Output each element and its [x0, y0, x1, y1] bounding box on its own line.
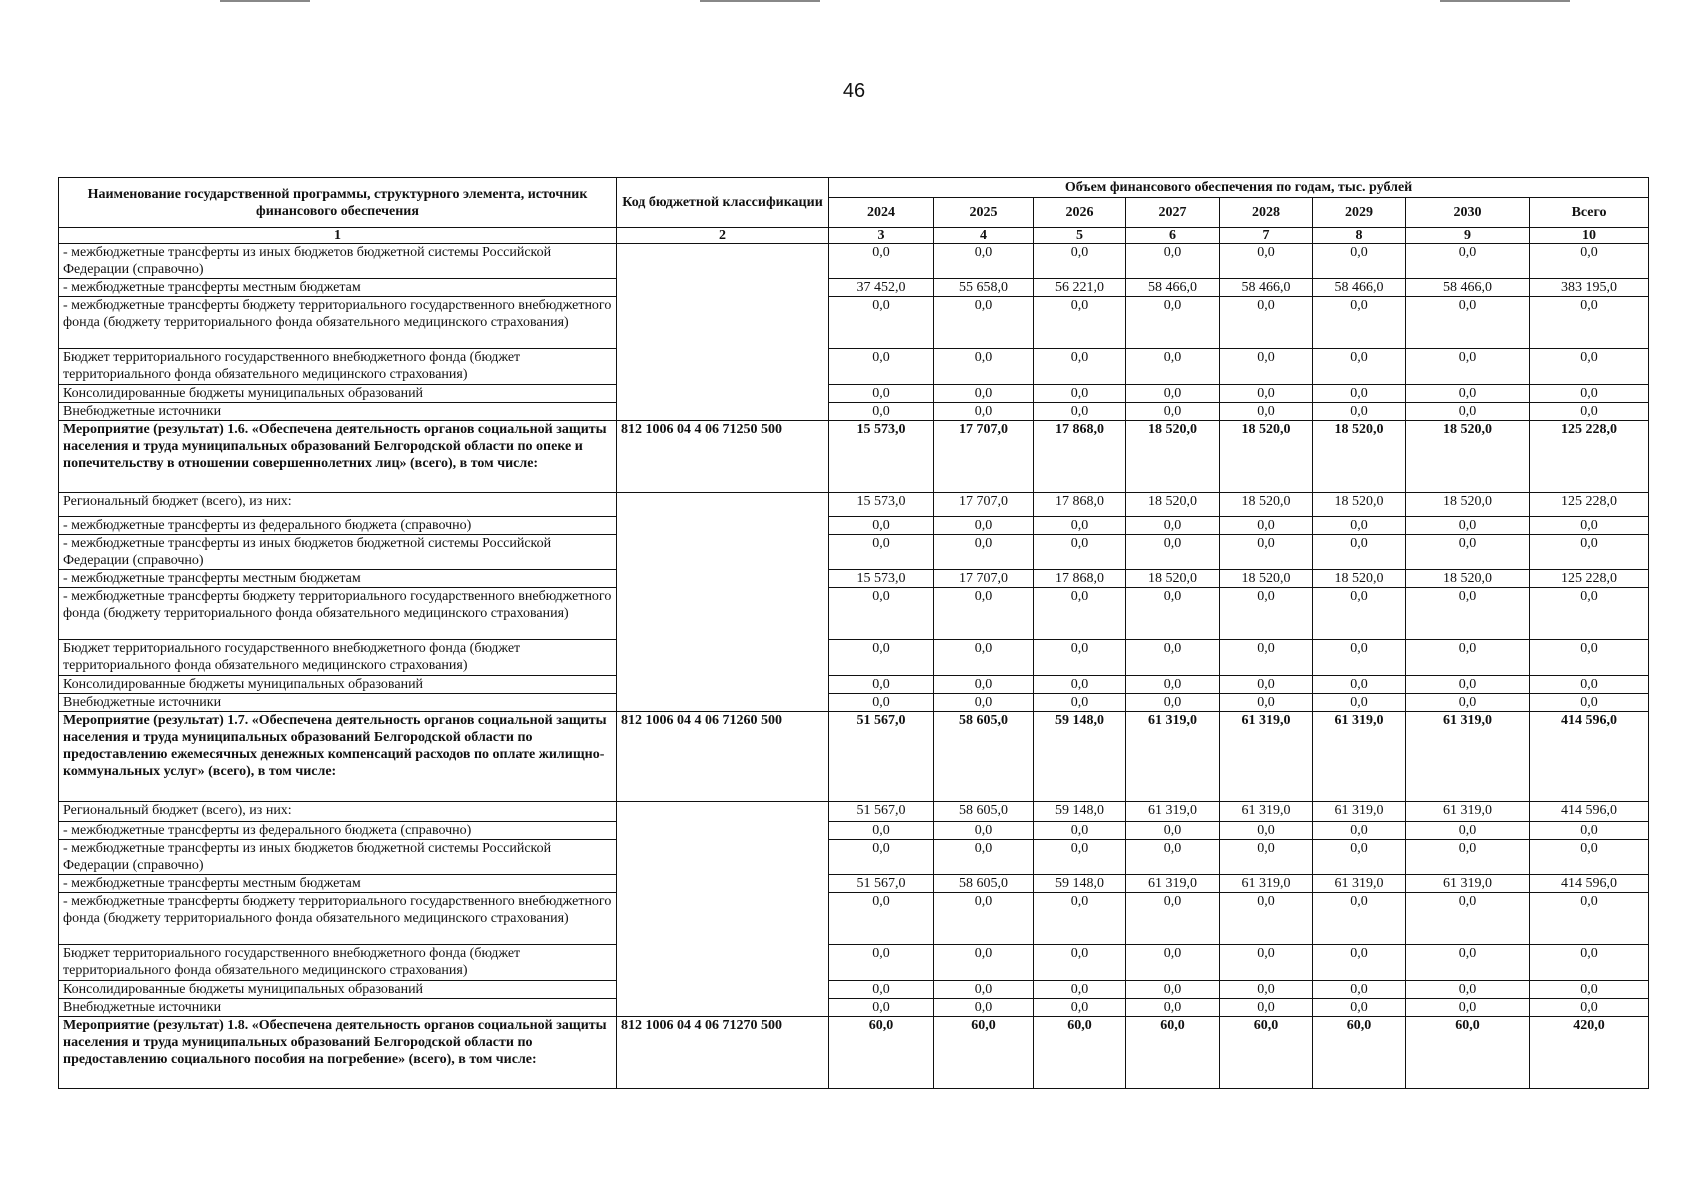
budget-code-empty: [617, 802, 829, 1017]
year-value: 0,0: [829, 640, 934, 676]
header-year: 2025: [934, 198, 1034, 228]
year-value: 0,0: [1034, 297, 1126, 349]
year-value: 0,0: [934, 822, 1034, 840]
year-value: 61 319,0: [1406, 712, 1530, 802]
column-index: 2: [617, 228, 829, 244]
year-value: 0,0: [1313, 244, 1406, 279]
year-value: 0,0: [1220, 981, 1313, 999]
header-year: 2026: [1034, 198, 1126, 228]
column-index: 6: [1126, 228, 1220, 244]
year-value: 15 573,0: [829, 570, 934, 588]
measure-row: [59, 712, 1649, 802]
year-value: 18 520,0: [1220, 570, 1313, 588]
column-index: 5: [1034, 228, 1126, 244]
row-total: 0,0: [1530, 349, 1649, 385]
year-value: 18 520,0: [1406, 570, 1530, 588]
year-value: 18 520,0: [1313, 570, 1406, 588]
row-name: Региональный бюджет (всего), из них:: [59, 802, 617, 822]
year-value: 0,0: [1034, 676, 1126, 694]
row-name: - межбюджетные трансферты из иных бюджетов бюджетной системы Российской Федерации (справочно): [59, 535, 617, 570]
header-code: Код бюджетной классификации: [617, 178, 829, 228]
year-value: 0,0: [1034, 694, 1126, 712]
year-value: 0,0: [1313, 694, 1406, 712]
year-value: 0,0: [829, 999, 934, 1017]
year-value: 0,0: [1406, 349, 1530, 385]
year-value: 0,0: [1126, 385, 1220, 403]
year-value: 61 319,0: [1220, 802, 1313, 822]
year-value: 0,0: [1220, 297, 1313, 349]
year-value: 58 605,0: [934, 875, 1034, 893]
year-value: 0,0: [1406, 822, 1530, 840]
year-value: 0,0: [1406, 893, 1530, 945]
table-row: [59, 694, 1649, 712]
row-name: Мероприятие (результат) 1.8. «Обеспечена деятельность органов социальной защиты населения и труда муниципальных образований Белгородской области по предоставлению социального пособия на погребение» (всего), в том числе:: [59, 1017, 617, 1089]
year-value: 61 319,0: [1406, 802, 1530, 822]
row-name: - межбюджетные трансферты местным бюджетам: [59, 875, 617, 893]
year-value: 51 567,0: [829, 875, 934, 893]
year-value: 61 319,0: [1126, 875, 1220, 893]
year-value: 0,0: [1126, 535, 1220, 570]
year-value: 0,0: [1126, 945, 1220, 981]
row-name: Бюджет территориального государственного внебюджетного фонда (бюджет территориального фонда обязательного медицинского страхования): [59, 349, 617, 385]
row-name: Бюджет территориального государственного внебюджетного фонда (бюджет территориального фонда обязательного медицинского страхования): [59, 945, 617, 981]
year-value: 58 466,0: [1406, 279, 1530, 297]
year-value: 61 319,0: [1220, 875, 1313, 893]
year-value: 0,0: [829, 676, 934, 694]
row-name: - межбюджетные трансферты из иных бюджетов бюджетной системы Российской Федерации (справочно): [59, 244, 617, 279]
year-value: 0,0: [829, 588, 934, 640]
row-name: Внебюджетные источники: [59, 694, 617, 712]
budget-code: 812 1006 04 4 06 71250 500: [617, 421, 829, 493]
year-value: 0,0: [1406, 640, 1530, 676]
row-name: - межбюджетные трансферты из иных бюджетов бюджетной системы Российской Федерации (справочно): [59, 840, 617, 875]
table-row: [59, 588, 1649, 640]
year-value: 0,0: [934, 945, 1034, 981]
year-value: 0,0: [934, 403, 1034, 421]
year-value: 0,0: [934, 588, 1034, 640]
row-name: - межбюджетные трансферты бюджету территориального государственного внебюджетного фонда (бюджету территориального фонда обязательного медицинского страхования): [59, 588, 617, 640]
year-value: 18 520,0: [1126, 493, 1220, 517]
year-value: 18 520,0: [1220, 421, 1313, 493]
year-value: 0,0: [1313, 893, 1406, 945]
year-value: 58 466,0: [1313, 279, 1406, 297]
budget-code: 812 1006 04 4 06 71260 500: [617, 712, 829, 802]
row-total: 383 195,0: [1530, 279, 1649, 297]
year-value: 0,0: [829, 893, 934, 945]
year-value: 0,0: [1406, 999, 1530, 1017]
year-value: 0,0: [1034, 893, 1126, 945]
year-value: 0,0: [829, 840, 934, 875]
header-year: 2028: [1220, 198, 1313, 228]
year-value: 0,0: [1034, 349, 1126, 385]
year-value: 0,0: [1126, 244, 1220, 279]
year-value: 15 573,0: [829, 493, 934, 517]
year-value: 51 567,0: [829, 802, 934, 822]
year-value: 0,0: [1406, 588, 1530, 640]
row-total: 125 228,0: [1530, 421, 1649, 493]
year-value: 0,0: [1034, 981, 1126, 999]
table-row: [59, 403, 1649, 421]
year-value: 0,0: [829, 694, 934, 712]
table-row: [59, 570, 1649, 588]
year-value: 0,0: [934, 297, 1034, 349]
year-value: 51 567,0: [829, 712, 934, 802]
year-value: 0,0: [829, 945, 934, 981]
year-value: 0,0: [1126, 349, 1220, 385]
table-row: [59, 875, 1649, 893]
row-name: - межбюджетные трансферты местным бюджетам: [59, 570, 617, 588]
row-total: 0,0: [1530, 822, 1649, 840]
year-value: 60,0: [934, 1017, 1034, 1089]
row-name: Мероприятие (результат) 1.6. «Обеспечена деятельность органов социальной защиты населения и труда муниципальных образований Белгородской области по опеке и попечительству в отношении совершеннолетних лиц» (всего), в том числе:: [59, 421, 617, 493]
year-value: 0,0: [829, 385, 934, 403]
column-index: 4: [934, 228, 1034, 244]
year-value: 0,0: [1126, 640, 1220, 676]
year-value: 0,0: [1034, 517, 1126, 535]
row-name: Мероприятие (результат) 1.7. «Обеспечена деятельность органов социальной защиты населения и труда муниципальных образований Белгородской области по предоставлению ежемесячных денежных компенсаций расходов по оплате жилищно-коммунальных услуг» (всего), в том числе:: [59, 712, 617, 802]
table-body: [59, 244, 1649, 1089]
year-value: 0,0: [1220, 676, 1313, 694]
year-value: 0,0: [1313, 297, 1406, 349]
year-value: 61 319,0: [1126, 712, 1220, 802]
year-value: 0,0: [829, 517, 934, 535]
table-row: [59, 244, 1649, 279]
header-year: 2024: [829, 198, 934, 228]
table-row: [59, 802, 1649, 822]
column-index: 8: [1313, 228, 1406, 244]
year-value: 0,0: [1034, 535, 1126, 570]
measure-row: [59, 421, 1649, 493]
year-value: 0,0: [829, 297, 934, 349]
year-value: 0,0: [1034, 588, 1126, 640]
year-value: 61 319,0: [1406, 875, 1530, 893]
year-value: 0,0: [934, 244, 1034, 279]
row-total: 414 596,0: [1530, 802, 1649, 822]
year-value: 0,0: [1220, 840, 1313, 875]
year-value: 0,0: [1034, 999, 1126, 1017]
year-value: 0,0: [1220, 349, 1313, 385]
row-name: Внебюджетные источники: [59, 403, 617, 421]
year-value: 0,0: [1313, 999, 1406, 1017]
year-value: 0,0: [1034, 822, 1126, 840]
row-name: Консолидированные бюджеты муниципальных образований: [59, 981, 617, 999]
year-value: 0,0: [934, 349, 1034, 385]
year-value: 61 319,0: [1126, 802, 1220, 822]
table-row: [59, 676, 1649, 694]
column-index: 3: [829, 228, 934, 244]
year-value: 0,0: [934, 535, 1034, 570]
year-value: 0,0: [829, 535, 934, 570]
year-value: 0,0: [1313, 588, 1406, 640]
row-total: 125 228,0: [1530, 493, 1649, 517]
year-value: 0,0: [1126, 694, 1220, 712]
year-value: 0,0: [934, 676, 1034, 694]
year-value: 0,0: [1220, 945, 1313, 981]
year-value: 18 520,0: [1220, 493, 1313, 517]
year-value: 0,0: [1126, 822, 1220, 840]
year-value: 0,0: [829, 349, 934, 385]
scan-edge-line-center: [700, 0, 820, 2]
year-value: 0,0: [829, 822, 934, 840]
row-total: 0,0: [1530, 981, 1649, 999]
page-number: 46: [842, 80, 866, 102]
year-value: 0,0: [1220, 893, 1313, 945]
year-value: 0,0: [829, 403, 934, 421]
year-value: 0,0: [1406, 676, 1530, 694]
year-value: 0,0: [1313, 945, 1406, 981]
row-total: 0,0: [1530, 840, 1649, 875]
year-value: 0,0: [934, 640, 1034, 676]
year-value: 0,0: [1126, 403, 1220, 421]
row-total: 420,0: [1530, 1017, 1649, 1089]
year-value: 0,0: [1034, 244, 1126, 279]
table-row: [59, 385, 1649, 403]
row-total: 0,0: [1530, 385, 1649, 403]
row-total: 125 228,0: [1530, 570, 1649, 588]
column-index-row: [59, 228, 1649, 244]
year-value: 0,0: [934, 517, 1034, 535]
year-value: 0,0: [1126, 588, 1220, 640]
year-value: 37 452,0: [829, 279, 934, 297]
year-value: 17 868,0: [1034, 421, 1126, 493]
year-value: 0,0: [1406, 535, 1530, 570]
year-value: 0,0: [1313, 349, 1406, 385]
row-total: 0,0: [1530, 535, 1649, 570]
budget-code: 812 1006 04 4 06 71270 500: [617, 1017, 829, 1089]
row-total: 0,0: [1530, 893, 1649, 945]
row-name: Региональный бюджет (всего), из них:: [59, 493, 617, 517]
year-value: 55 658,0: [934, 279, 1034, 297]
header-year: 2027: [1126, 198, 1220, 228]
year-value: 0,0: [829, 244, 934, 279]
table-row: [59, 999, 1649, 1017]
year-value: 61 319,0: [1313, 802, 1406, 822]
year-value: 0,0: [1034, 640, 1126, 676]
year-value: 59 148,0: [1034, 712, 1126, 802]
year-value: 0,0: [1034, 840, 1126, 875]
table-row: [59, 279, 1649, 297]
year-value: 0,0: [1220, 694, 1313, 712]
year-value: 0,0: [1406, 297, 1530, 349]
year-value: 18 520,0: [1406, 493, 1530, 517]
table-row: [59, 840, 1649, 875]
year-value: 61 319,0: [1313, 875, 1406, 893]
year-value: 0,0: [1220, 535, 1313, 570]
row-total: 0,0: [1530, 999, 1649, 1017]
column-index: 10: [1530, 228, 1649, 244]
year-value: 17 707,0: [934, 493, 1034, 517]
row-total: 0,0: [1530, 588, 1649, 640]
year-value: 0,0: [1406, 403, 1530, 421]
year-value: 0,0: [1313, 385, 1406, 403]
row-total: 0,0: [1530, 517, 1649, 535]
year-value: 0,0: [934, 385, 1034, 403]
year-value: 0,0: [934, 840, 1034, 875]
year-value: 0,0: [1220, 588, 1313, 640]
year-value: 0,0: [1406, 244, 1530, 279]
year-value: 60,0: [1406, 1017, 1530, 1089]
year-value: 0,0: [1126, 893, 1220, 945]
year-value: 60,0: [829, 1017, 934, 1089]
year-value: 0,0: [1220, 244, 1313, 279]
year-value: 0,0: [1034, 385, 1126, 403]
year-value: 60,0: [1034, 1017, 1126, 1089]
row-total: 414 596,0: [1530, 712, 1649, 802]
year-value: 58 466,0: [1126, 279, 1220, 297]
year-value: 0,0: [1126, 999, 1220, 1017]
year-value: 61 319,0: [1313, 712, 1406, 802]
row-name: Консолидированные бюджеты муниципальных образований: [59, 385, 617, 403]
year-value: 0,0: [1313, 840, 1406, 875]
year-value: 0,0: [1406, 385, 1530, 403]
year-value: 60,0: [1220, 1017, 1313, 1089]
row-name: Бюджет территориального государственного внебюджетного фонда (бюджет территориального фонда обязательного медицинского страхования): [59, 640, 617, 676]
year-value: 18 520,0: [1126, 421, 1220, 493]
header-name: Наименование государственной программы, структурного элемента, источник финансового обеспечения: [59, 178, 617, 228]
year-value: 0,0: [829, 981, 934, 999]
table-row: [59, 349, 1649, 385]
year-value: 58 605,0: [934, 712, 1034, 802]
year-value: 0,0: [934, 981, 1034, 999]
year-value: 0,0: [1313, 535, 1406, 570]
row-total: 0,0: [1530, 297, 1649, 349]
year-value: 0,0: [1220, 385, 1313, 403]
year-value: 17 868,0: [1034, 493, 1126, 517]
column-index: 9: [1406, 228, 1530, 244]
row-total: 0,0: [1530, 694, 1649, 712]
year-value: 0,0: [1313, 676, 1406, 694]
header-year: 2030: [1406, 198, 1530, 228]
year-value: 18 520,0: [1313, 421, 1406, 493]
row-name: Консолидированные бюджеты муниципальных образований: [59, 676, 617, 694]
year-value: 0,0: [1313, 822, 1406, 840]
year-value: 0,0: [1034, 945, 1126, 981]
scan-edge-line-left: [220, 0, 310, 2]
year-value: 60,0: [1313, 1017, 1406, 1089]
row-total: 0,0: [1530, 403, 1649, 421]
row-total: 0,0: [1530, 945, 1649, 981]
year-value: 0,0: [1406, 981, 1530, 999]
year-value: 0,0: [1126, 517, 1220, 535]
year-value: 0,0: [1313, 981, 1406, 999]
row-total: 0,0: [1530, 676, 1649, 694]
table-row: [59, 493, 1649, 517]
year-value: 0,0: [1126, 840, 1220, 875]
year-value: 58 466,0: [1220, 279, 1313, 297]
year-value: 59 148,0: [1034, 802, 1126, 822]
table-row: [59, 640, 1649, 676]
year-value: 0,0: [934, 893, 1034, 945]
year-value: 18 520,0: [1313, 493, 1406, 517]
year-value: 0,0: [1220, 999, 1313, 1017]
year-value: 0,0: [934, 694, 1034, 712]
table-row: [59, 535, 1649, 570]
column-index: 1: [59, 228, 617, 244]
year-value: 0,0: [1220, 640, 1313, 676]
year-value: 0,0: [1034, 403, 1126, 421]
year-value: 0,0: [1220, 822, 1313, 840]
year-value: 0,0: [1220, 517, 1313, 535]
column-index: 7: [1220, 228, 1313, 244]
measure-row: [59, 1017, 1649, 1089]
year-value: 58 605,0: [934, 802, 1034, 822]
row-name: - межбюджетные трансферты бюджету территориального государственного внебюджетного фонда (бюджету территориального фонда обязательного медицинского страхования): [59, 893, 617, 945]
year-value: 59 148,0: [1034, 875, 1126, 893]
year-value: 0,0: [1313, 517, 1406, 535]
header-volume: Объем финансового обеспечения по годам, тыс. рублей: [829, 178, 1649, 198]
row-name: - межбюджетные трансферты из федерального бюджета (справочно): [59, 822, 617, 840]
row-total: 0,0: [1530, 640, 1649, 676]
row-name: - межбюджетные трансферты бюджету территориального государственного внебюджетного фонда (бюджету территориального фонда обязательного медицинского страхования): [59, 297, 617, 349]
row-name: - межбюджетные трансферты местным бюджетам: [59, 279, 617, 297]
year-value: 61 319,0: [1220, 712, 1313, 802]
year-value: 0,0: [1406, 694, 1530, 712]
table-row: [59, 822, 1649, 840]
year-value: 0,0: [1406, 517, 1530, 535]
header-total: Всего: [1530, 198, 1649, 228]
row-total: 414 596,0: [1530, 875, 1649, 893]
year-value: 0,0: [1126, 676, 1220, 694]
year-value: 17 707,0: [934, 421, 1034, 493]
row-name: Внебюджетные источники: [59, 999, 617, 1017]
year-value: 17 868,0: [1034, 570, 1126, 588]
year-value: 18 520,0: [1406, 421, 1530, 493]
scan-edge-line-right: [1440, 0, 1570, 2]
header-year: 2029: [1313, 198, 1406, 228]
year-value: 0,0: [1406, 945, 1530, 981]
year-value: 0,0: [1220, 403, 1313, 421]
table-row: [59, 893, 1649, 945]
year-value: 0,0: [1126, 981, 1220, 999]
financing-table: [58, 177, 1649, 1089]
budget-code-empty: [617, 493, 829, 712]
year-value: 60,0: [1126, 1017, 1220, 1089]
row-name: - межбюджетные трансферты из федерального бюджета (справочно): [59, 517, 617, 535]
table-row: [59, 981, 1649, 999]
table-row: [59, 945, 1649, 981]
year-value: 0,0: [1313, 640, 1406, 676]
year-value: 15 573,0: [829, 421, 934, 493]
year-value: 56 221,0: [1034, 279, 1126, 297]
year-value: 0,0: [1313, 403, 1406, 421]
year-value: 17 707,0: [934, 570, 1034, 588]
row-total: 0,0: [1530, 244, 1649, 279]
year-value: 0,0: [1406, 840, 1530, 875]
budget-code-empty: [617, 244, 829, 421]
year-value: 18 520,0: [1126, 570, 1220, 588]
year-value: 0,0: [934, 999, 1034, 1017]
table-row: [59, 297, 1649, 349]
year-value: 0,0: [1126, 297, 1220, 349]
table-row: [59, 517, 1649, 535]
